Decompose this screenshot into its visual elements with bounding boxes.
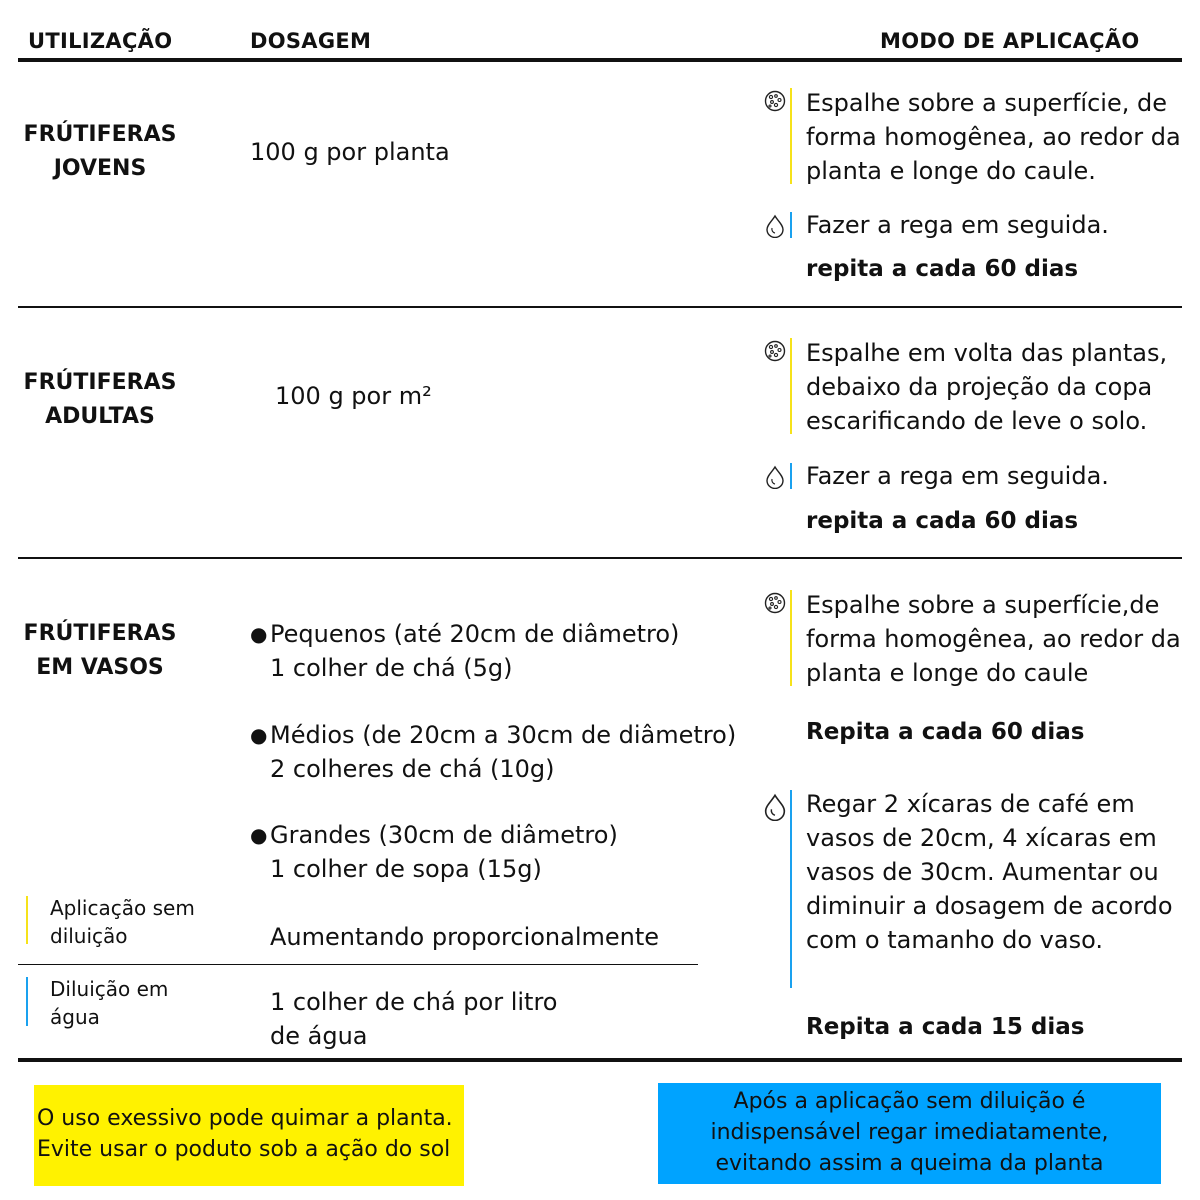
undiluted-legend-label (50, 894, 195, 950)
bullet-dot: ● (250, 622, 268, 646)
row2-water-bar (790, 463, 792, 489)
diluted-dosage-line2: de água (270, 1022, 368, 1050)
row3-repeat-15: Repita a cada 15 dias (806, 1014, 1085, 1040)
row2-usage-line1: FRÚTIFERAS (23, 370, 177, 395)
row3-usage-line2: EM VASOS (36, 655, 164, 680)
header-dosagem: DOSAGEM (250, 29, 372, 53)
size-medium-dose: 2 colheres de chá (10g) (270, 755, 555, 783)
row1-divider (18, 306, 1182, 308)
row2-usage-line2: ADULTAS (45, 404, 155, 429)
row3-step-spread: Espalhe sobre a superfície,de forma homogênea, ao redor da planta e longe do caule (806, 591, 1181, 687)
info-note (658, 1083, 1161, 1184)
row1-usage-line2: JOVENS (53, 156, 147, 181)
row1-dosage: 100 g por planta (250, 138, 450, 166)
header-utilizacao: UTILIZAÇÃO (28, 29, 173, 53)
row1-usage-line1: FRÚTIFERAS (23, 122, 177, 147)
row3-usage-line1: FRÚTIFERAS (23, 621, 177, 646)
undiluted-legend-line2: diluição (50, 924, 128, 948)
row3-water-bar (790, 790, 792, 988)
row2-repeat: repita a cada 60 dias (806, 508, 1079, 534)
row2-step-water: Fazer a rega em seguida. (806, 462, 1109, 490)
water-drop-icon (761, 793, 789, 821)
row1-granule-bar (790, 88, 792, 184)
row1-usage (0, 118, 200, 186)
diluted-legend-bar (26, 977, 28, 1026)
granule-icon (763, 339, 787, 363)
row2-step-spread: Espalhe em volta das plantas, debaixo da projeção da copa escarificando de leve o solo. (806, 339, 1168, 435)
warning-note-line1: O uso exessivo pode quimar a planta. (37, 1106, 453, 1131)
row2-usage (0, 366, 200, 434)
info-note-line2: indispensável regar imediatamente, (710, 1120, 1109, 1145)
row2-divider (18, 557, 1182, 559)
water-drop-icon (763, 465, 787, 489)
size-small-label: Pequenos (até 20cm de diâmetro) (270, 620, 680, 648)
granule-icon (763, 591, 787, 615)
info-note-line1: Após a aplicação sem diluição é (733, 1089, 1086, 1114)
row1-water-bar (790, 212, 792, 238)
size-large-dose: 1 colher de sopa (15g) (270, 855, 542, 883)
diluted-legend-line1: Diluição em (50, 977, 169, 1001)
size-large-item (250, 818, 618, 886)
dosage-sub-divider (18, 964, 698, 965)
bullet-dot: ● (250, 723, 268, 747)
size-small-item (250, 617, 680, 685)
warning-note-line2: Evite usar o poduto sob a ação do sol (37, 1137, 451, 1162)
diluted-dosage (270, 985, 557, 1053)
size-medium-label: Médios (de 20cm a 30cm de diâmetro) (270, 721, 737, 749)
row3-repeat-60: Repita a cada 60 dias (806, 719, 1085, 745)
row3-usage (0, 617, 200, 685)
info-note-line3: evitando assim a queima da planta (715, 1151, 1104, 1176)
size-small-dose: 1 colher de chá (5g) (270, 654, 513, 682)
diluted-dosage-line1: 1 colher de chá por litro (270, 988, 558, 1016)
table-bottom-rule (18, 1058, 1182, 1062)
water-drop-icon (763, 214, 787, 238)
row1-step-water: Fazer a rega em seguida. (806, 211, 1109, 239)
size-large-label: Grandes (30cm de diâmetro) (270, 821, 618, 849)
warning-note (34, 1085, 464, 1186)
row2-granule-bar (790, 338, 792, 434)
undiluted-legend-line1: Aplicação sem (50, 896, 195, 920)
diluted-legend-line2: água (50, 1005, 100, 1029)
header-rule (18, 58, 1182, 62)
bullet-dot: ● (250, 823, 268, 847)
row2-dosage: 100 g por m² (275, 382, 432, 410)
header-modo-aplicacao: MODO DE APLICAÇÃO (880, 29, 1140, 53)
row3-step-water: Regar 2 xícaras de café em vasos de 20cm, 4 xícaras em vasos de 30cm. Aumentar ou diminuir a dosagem de acordo com o tamanho do vaso. (806, 790, 1173, 954)
row3-granule-bar (790, 590, 792, 686)
undiluted-dosage: Aumentando proporcionalmente (270, 923, 660, 951)
diluted-legend-label (50, 975, 168, 1031)
size-medium-item (250, 718, 737, 786)
granule-icon (763, 89, 787, 113)
undiluted-legend-bar (26, 896, 28, 944)
row1-step-spread: Espalhe sobre a superfície, de forma homogênea, ao redor da planta e longe do caule. (806, 89, 1181, 185)
row1-repeat: repita a cada 60 dias (806, 256, 1079, 282)
